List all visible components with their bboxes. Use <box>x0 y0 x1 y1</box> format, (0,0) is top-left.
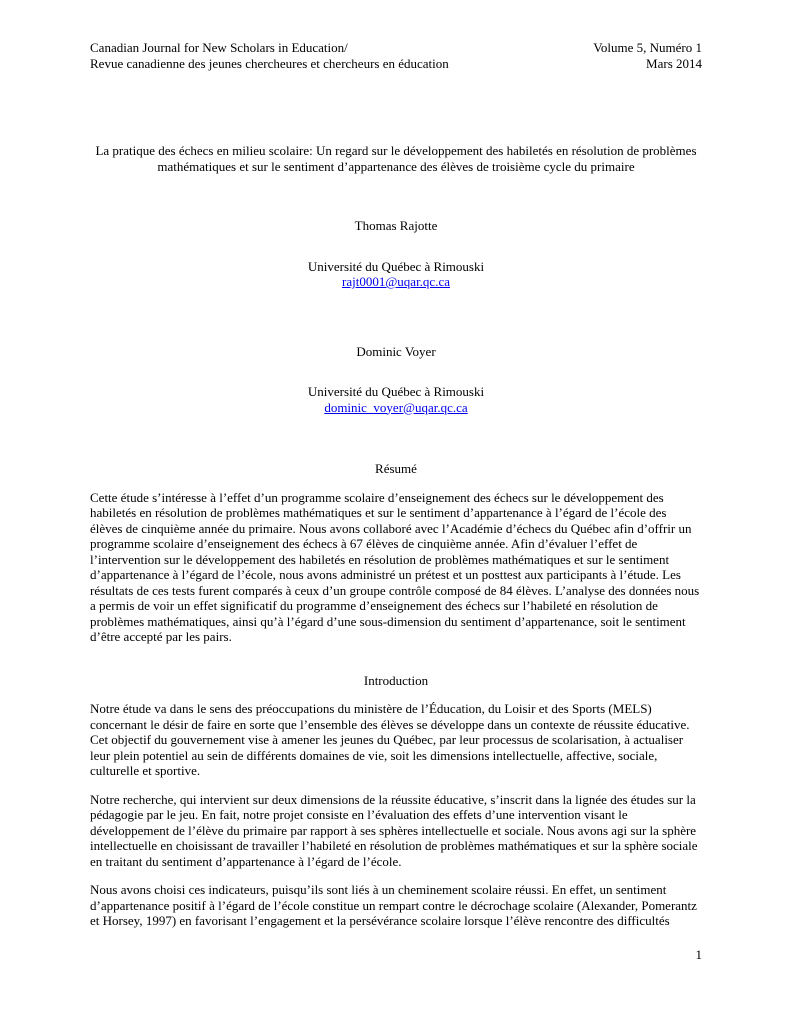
page-header <box>90 40 702 71</box>
journal-title-en: Canadian Journal for New Scholars in Education/ <box>90 40 348 55</box>
author-email-line-2 <box>90 400 702 416</box>
abstract-paragraph: Cette étude s’intéresse à l’effet d’un programme scolaire d’enseignement des échecs sur le développement des habiletés en résolution de problèmes mathématiques et sur le sentiment d’appartenance à l’égard de l’école des élèves de cinquième année du primaire. Nous avons collaboré avec l’Académie d’échecs du Québec afin d’offrir un programme scolaire d’enseignement des échecs à 67 élèves de cinquième année. Afin d’évaluer l’effet de l’intervention sur le développement des habiletés en résolution de problèmes mathématiques et sur le sentiment d’appartenance à l’égard de l’école, nous avons administré un prétest et un posttest aux participants à l’étude. Les résultats de ces tests furent comparés à ceux d’un groupe contrôle composé de 84 élèves. L’analyse des données nous a permis de voir un effet significatif du programme d’enseignement des échecs sur l’habileté en résolution de problèmes mathématiques, ainsi qu’à l’égard d’une sous-dimension du sentiment d’appartenance, soit le sentiment d’être accepté par les pairs. <box>90 489 700 644</box>
issue-info-block <box>593 40 702 71</box>
intro-paragraph-1: Notre étude va dans le sens des préoccupations du ministère de l’Éducation, du Loisir et des Sports (MELS) concernant le désir de faire en sorte que l’ensemble des élèves se développe dans un contexte de réussite éducative. Cet objectif du gouvernement vise à amener les jeunes du Québec, par leur processus de scolarisation, à actualiser leur plein potentiel au sein de différents domaines de vie, soit les dimensions intellectuelle, affective, sociale, culturelle et sportive. <box>90 701 690 778</box>
journal-title-fr: Revue canadienne des jeunes chercheures et chercheurs en éducation <box>90 55 449 71</box>
article-title: La pratique des échecs en milieu scolaire: Un regard sur le développement des habiletés en résolution de problèmes mathématiques et sur le sentiment d’appartenance des élèves de troisième cycle du primaire <box>95 143 697 174</box>
author-affiliation-block-1 <box>90 259 702 290</box>
page-number: 1 <box>695 946 702 962</box>
author-email-link-1[interactable]: rajt0001@uqar.qc.ca <box>342 274 450 289</box>
volume-number: Volume 5, Numéro 1 <box>593 40 702 55</box>
journal-title-block <box>90 40 449 71</box>
author-affiliation-2: Université du Québec à Rimouski <box>307 384 485 399</box>
issue-date: Mars 2014 <box>646 55 702 71</box>
author-name-2: Dominic Voyer <box>356 343 436 359</box>
author-affiliation-1: Université du Québec à Rimouski <box>307 258 485 274</box>
author-email-line-1 <box>90 274 702 290</box>
author-name-1: Thomas Rajotte <box>354 218 438 233</box>
author-email-link-2[interactable]: dominic_voyer@uqar.qc.ca <box>324 399 468 415</box>
intro-paragraph-2: Notre recherche, qui intervient sur deux dimensions de la réussite éducative, s’inscrit dans la lignée des études sur la pédagogie par le jeu. En fait, notre projet consiste en l’évaluation des effets d’une intervention visant le développement de l’élève du primaire par rapport à ses sphères intellectuelle et sociale. Nous avons agi sur la sphère intellectuelle en choisissant de travailler l’habileté en résolution de problèmes mathématiques et sur la sphère sociale en traitant du sentiment d’appartenance à l’égard de l’école. <box>90 791 698 869</box>
section-heading-resume: Résumé <box>375 461 417 476</box>
author-affiliation-block-2 <box>90 384 702 415</box>
intro-paragraph-3: Nous avons choisi ces indicateurs, puisqu’ils sont liés à un cheminement scolaire réussi. En effet, un sentiment d’appartenance positif à l’égard de l’école constitue un rempart contre le décrochage scolaire (Alexander, Pomerantz et Horsey, 1997) en favorisant l’engagement et la persévérance scolaire lorsque l’élève rencontre des difficultés <box>90 882 697 928</box>
section-heading-introduction: Introduction <box>363 672 429 688</box>
